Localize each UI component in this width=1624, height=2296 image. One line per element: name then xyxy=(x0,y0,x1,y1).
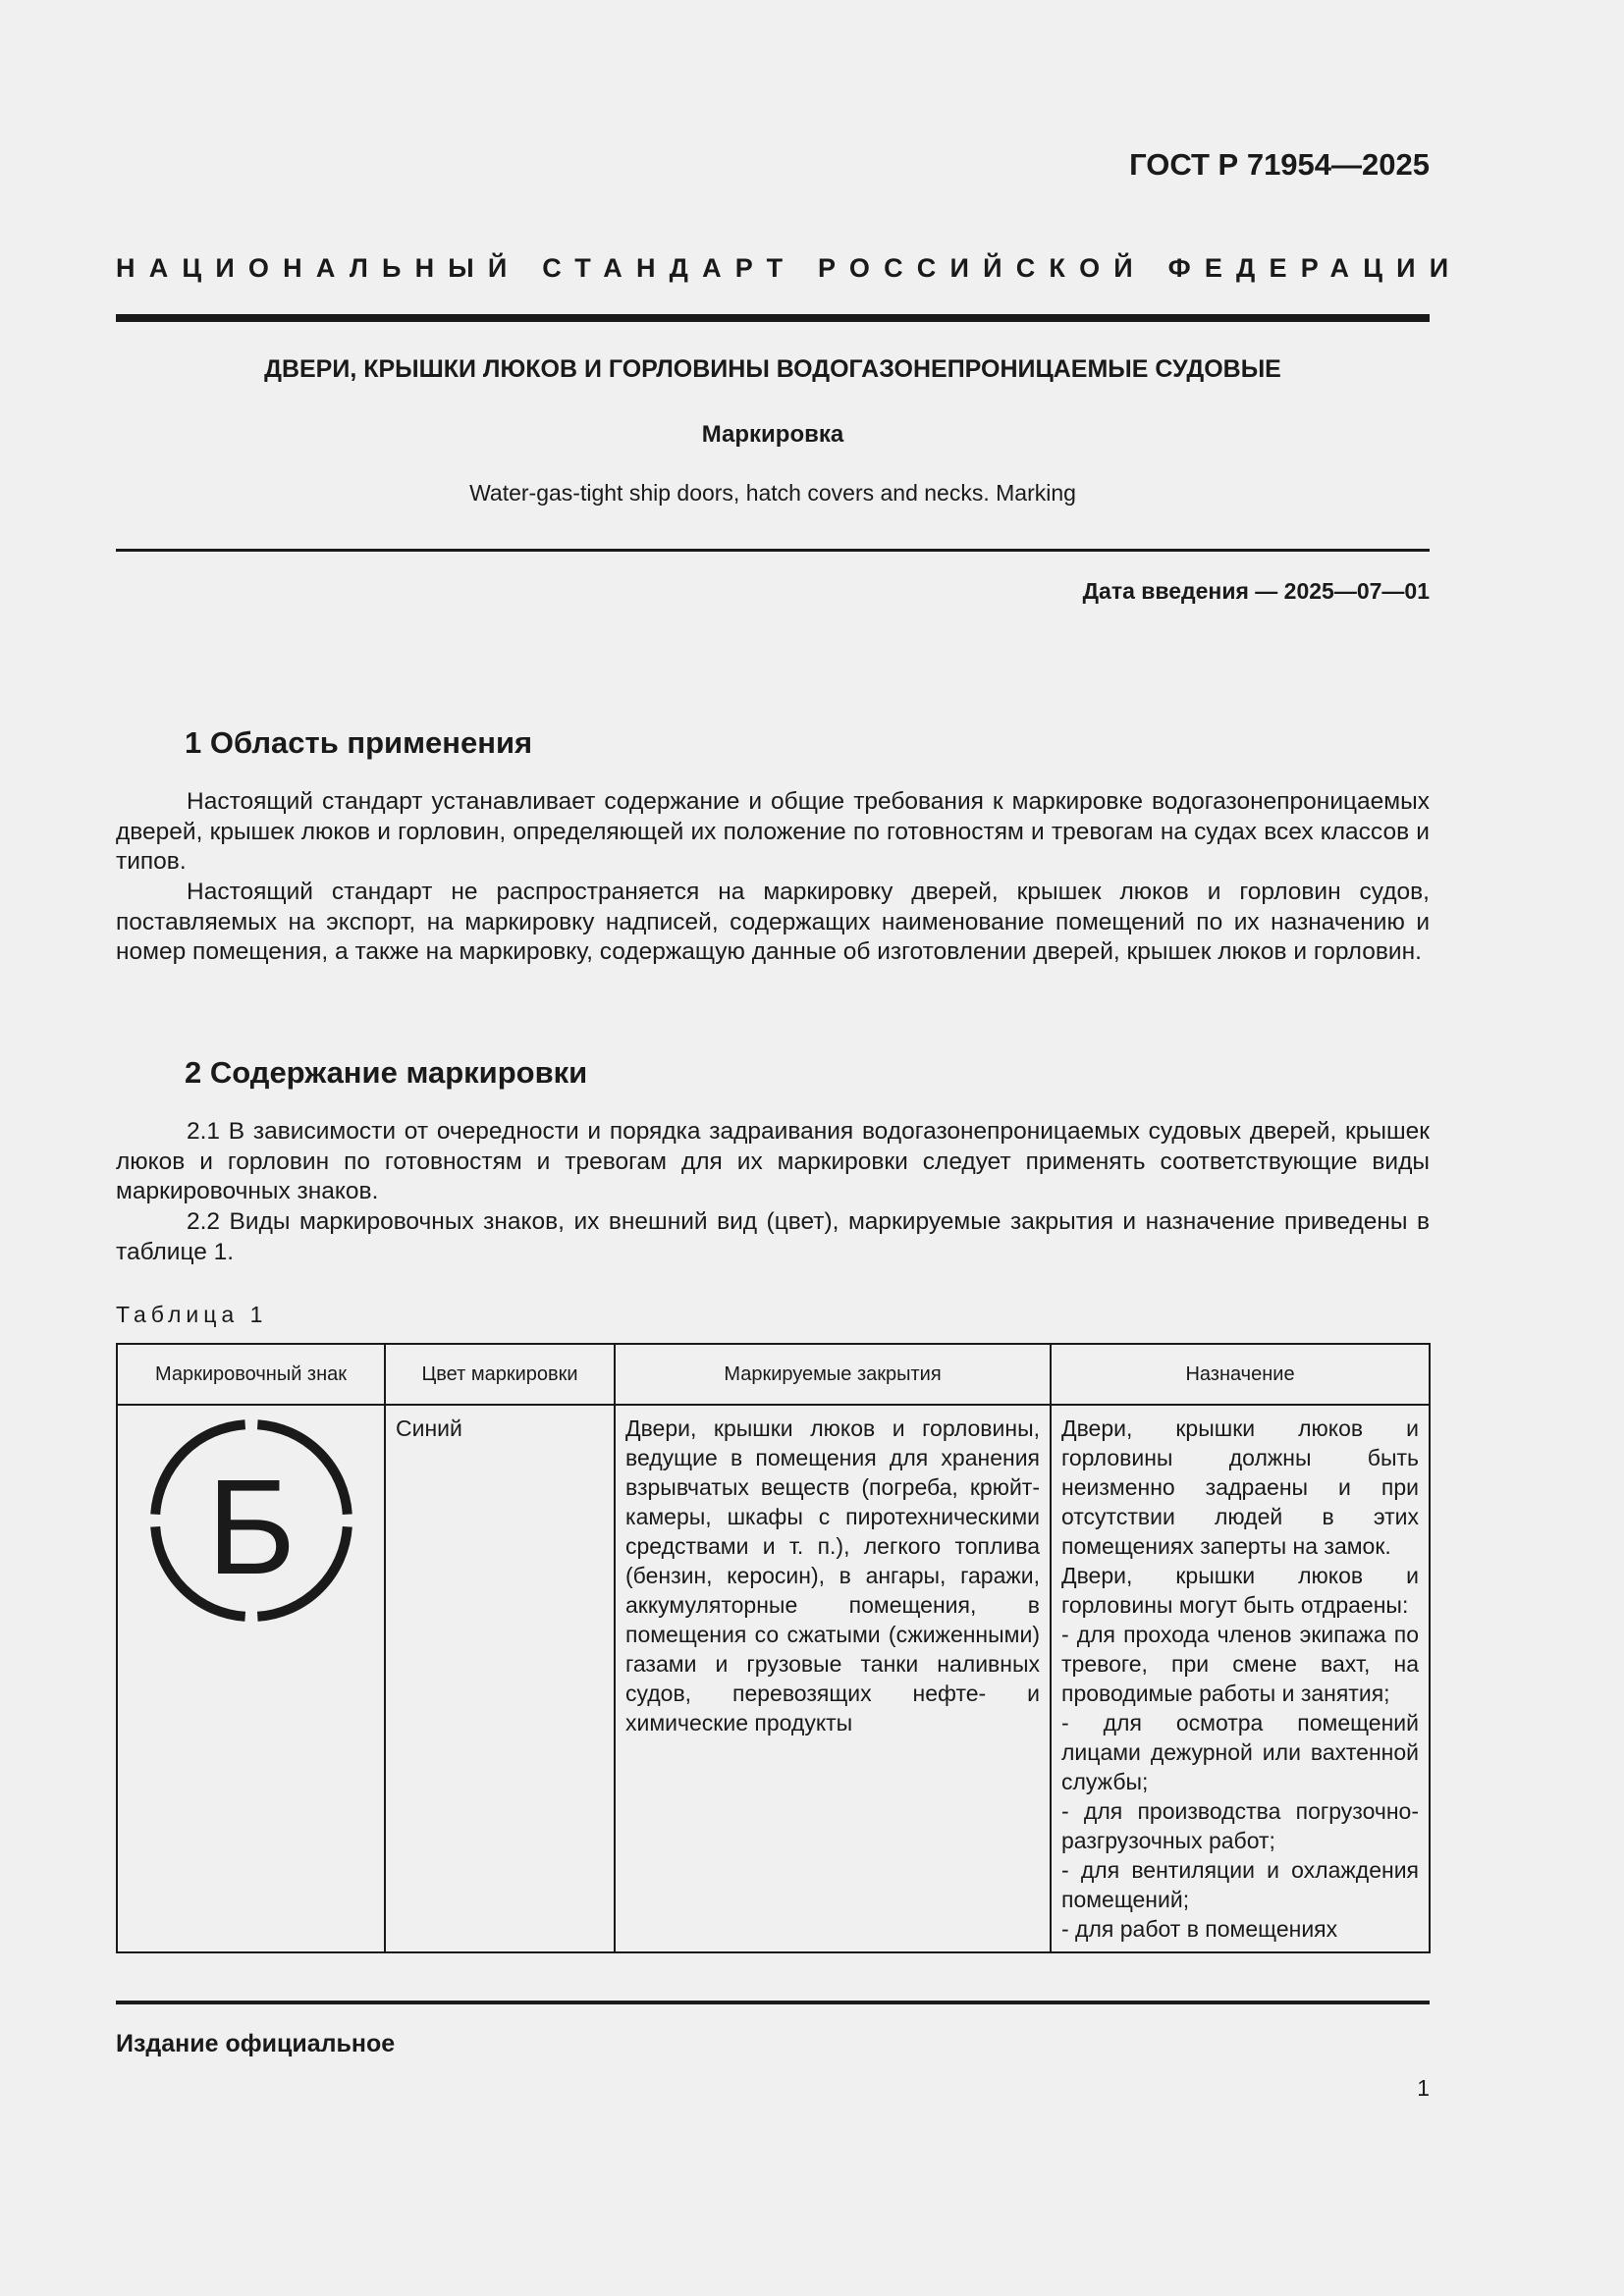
table-row xyxy=(117,1405,1430,1952)
sign-letter: Б xyxy=(206,1452,296,1603)
section-1-paragraph-1: Настоящий стандарт устанавливает содержание и общие требования к маркировке водогазонепроницаемых дверей, крышек люков и горловин, определяющей их положение по готовностям и тревогам на судах всех классов и типов. xyxy=(116,788,1430,875)
section-2-paragraph-1: 2.1 В зависимости от очередности и порядка задраивания водогазонепроницаемых судовых дверей, крышек люков и горловин по готовностям и тревогам для их маркировки следует применять соответствующие виды маркировочных знаков. xyxy=(116,1118,1430,1204)
header-color: Цвет маркировки xyxy=(385,1344,615,1405)
marking-sign-b-icon xyxy=(146,1415,356,1626)
standard-banner: НАЦИОНАЛЬНЫЙ СТАНДАРТ РОССИЙСКОЙ ФЕДЕРАЦИИ xyxy=(116,253,1463,283)
intro-date: Дата введения — 2025—07—01 xyxy=(1082,578,1430,604)
header-purpose: Назначение xyxy=(1051,1344,1430,1405)
section-2-paragraph-2: 2.2 Виды маркировочных знаков, их внешний вид (цвет), маркируемые закрытия и назначение приведены в таблице 1. xyxy=(116,1208,1430,1265)
header-sign: Маркировочный знак xyxy=(117,1344,385,1405)
purpose-line: - для производства погрузочно-разгрузочных работ; xyxy=(1061,1798,1419,1853)
section-2-heading: 2 Содержание маркировки xyxy=(185,1055,588,1090)
purpose-line: Двери, крышки люков и горловины могут быть отдраены: xyxy=(1061,1563,1419,1618)
document-title: ДВЕРИ, КРЫШКИ ЛЮКОВ И ГОРЛОВИНЫ ВОДОГАЗОНЕПРОНИЦАЕМЫЕ СУДОВЫЕ xyxy=(264,355,1281,383)
marking-color-cell: Синий xyxy=(385,1405,615,1952)
purpose-line: Двери, крышки люков и горловины должны быть неизменно задраены и при отсутствии людей в этих помещениях заперты на замок. xyxy=(1061,1415,1419,1559)
section-1-heading: 1 Область применения xyxy=(185,725,533,760)
page-number: 1 xyxy=(1417,2075,1430,2101)
marked-closures-cell: Двери, крышки люков и горловины, ведущие в помещения для хранения взрывчатых веществ (погреба, крюйт-камеры, шкафы с пиротехническими средствами и т. п.), легкого топлива (бензин, керосин), в ангары, гаражи, аккумуляторные помещения, в помещения со сжатыми (сжиженными) газами и грузовые танки наливных судов, перевозящих нефте- и химические продукты xyxy=(615,1405,1051,1952)
footer-rule xyxy=(116,2001,1430,2004)
title-rule xyxy=(116,549,1430,552)
header-closures: Маркируемые закрытия xyxy=(615,1344,1051,1405)
marking-sign-cell xyxy=(117,1405,385,1952)
official-edition-label: Издание официальное xyxy=(116,2030,396,2057)
purpose-cell xyxy=(1051,1405,1430,1952)
table-label: Таблица 1 xyxy=(116,1302,268,1327)
document-code: ГОСТ Р 71954—2025 xyxy=(1129,147,1430,182)
section-1-paragraph-2: Настоящий стандарт не распространяется на маркировку дверей, крышек люков и горловин судов, поставляемых на экспорт, на маркировку надписей, содержащих наименование помещений по их назначению и номер помещения, а также на маркировку, содержащую данные об изготовлении дверей, крышек люков и горловин. xyxy=(116,879,1430,965)
table-header-row xyxy=(117,1344,1430,1405)
purpose-line: - для осмотра помещений лицами дежурной или вахтенной службы; xyxy=(1061,1710,1419,1794)
purpose-line: - для прохода членов экипажа по тревоге, при смене вахт, на проводимые работы и занятия; xyxy=(1061,1622,1419,1706)
document-subtitle: Маркировка xyxy=(701,421,844,448)
purpose-line: - для работ в помещениях xyxy=(1061,1916,1338,1942)
header-rule xyxy=(116,314,1430,322)
marking-table xyxy=(116,1343,1431,1953)
purpose-line: - для вентиляции и охлаждения помещений; xyxy=(1061,1857,1419,1912)
document-title-en: Water-gas-tight ship doors, hatch covers and necks. Marking xyxy=(469,480,1076,506)
